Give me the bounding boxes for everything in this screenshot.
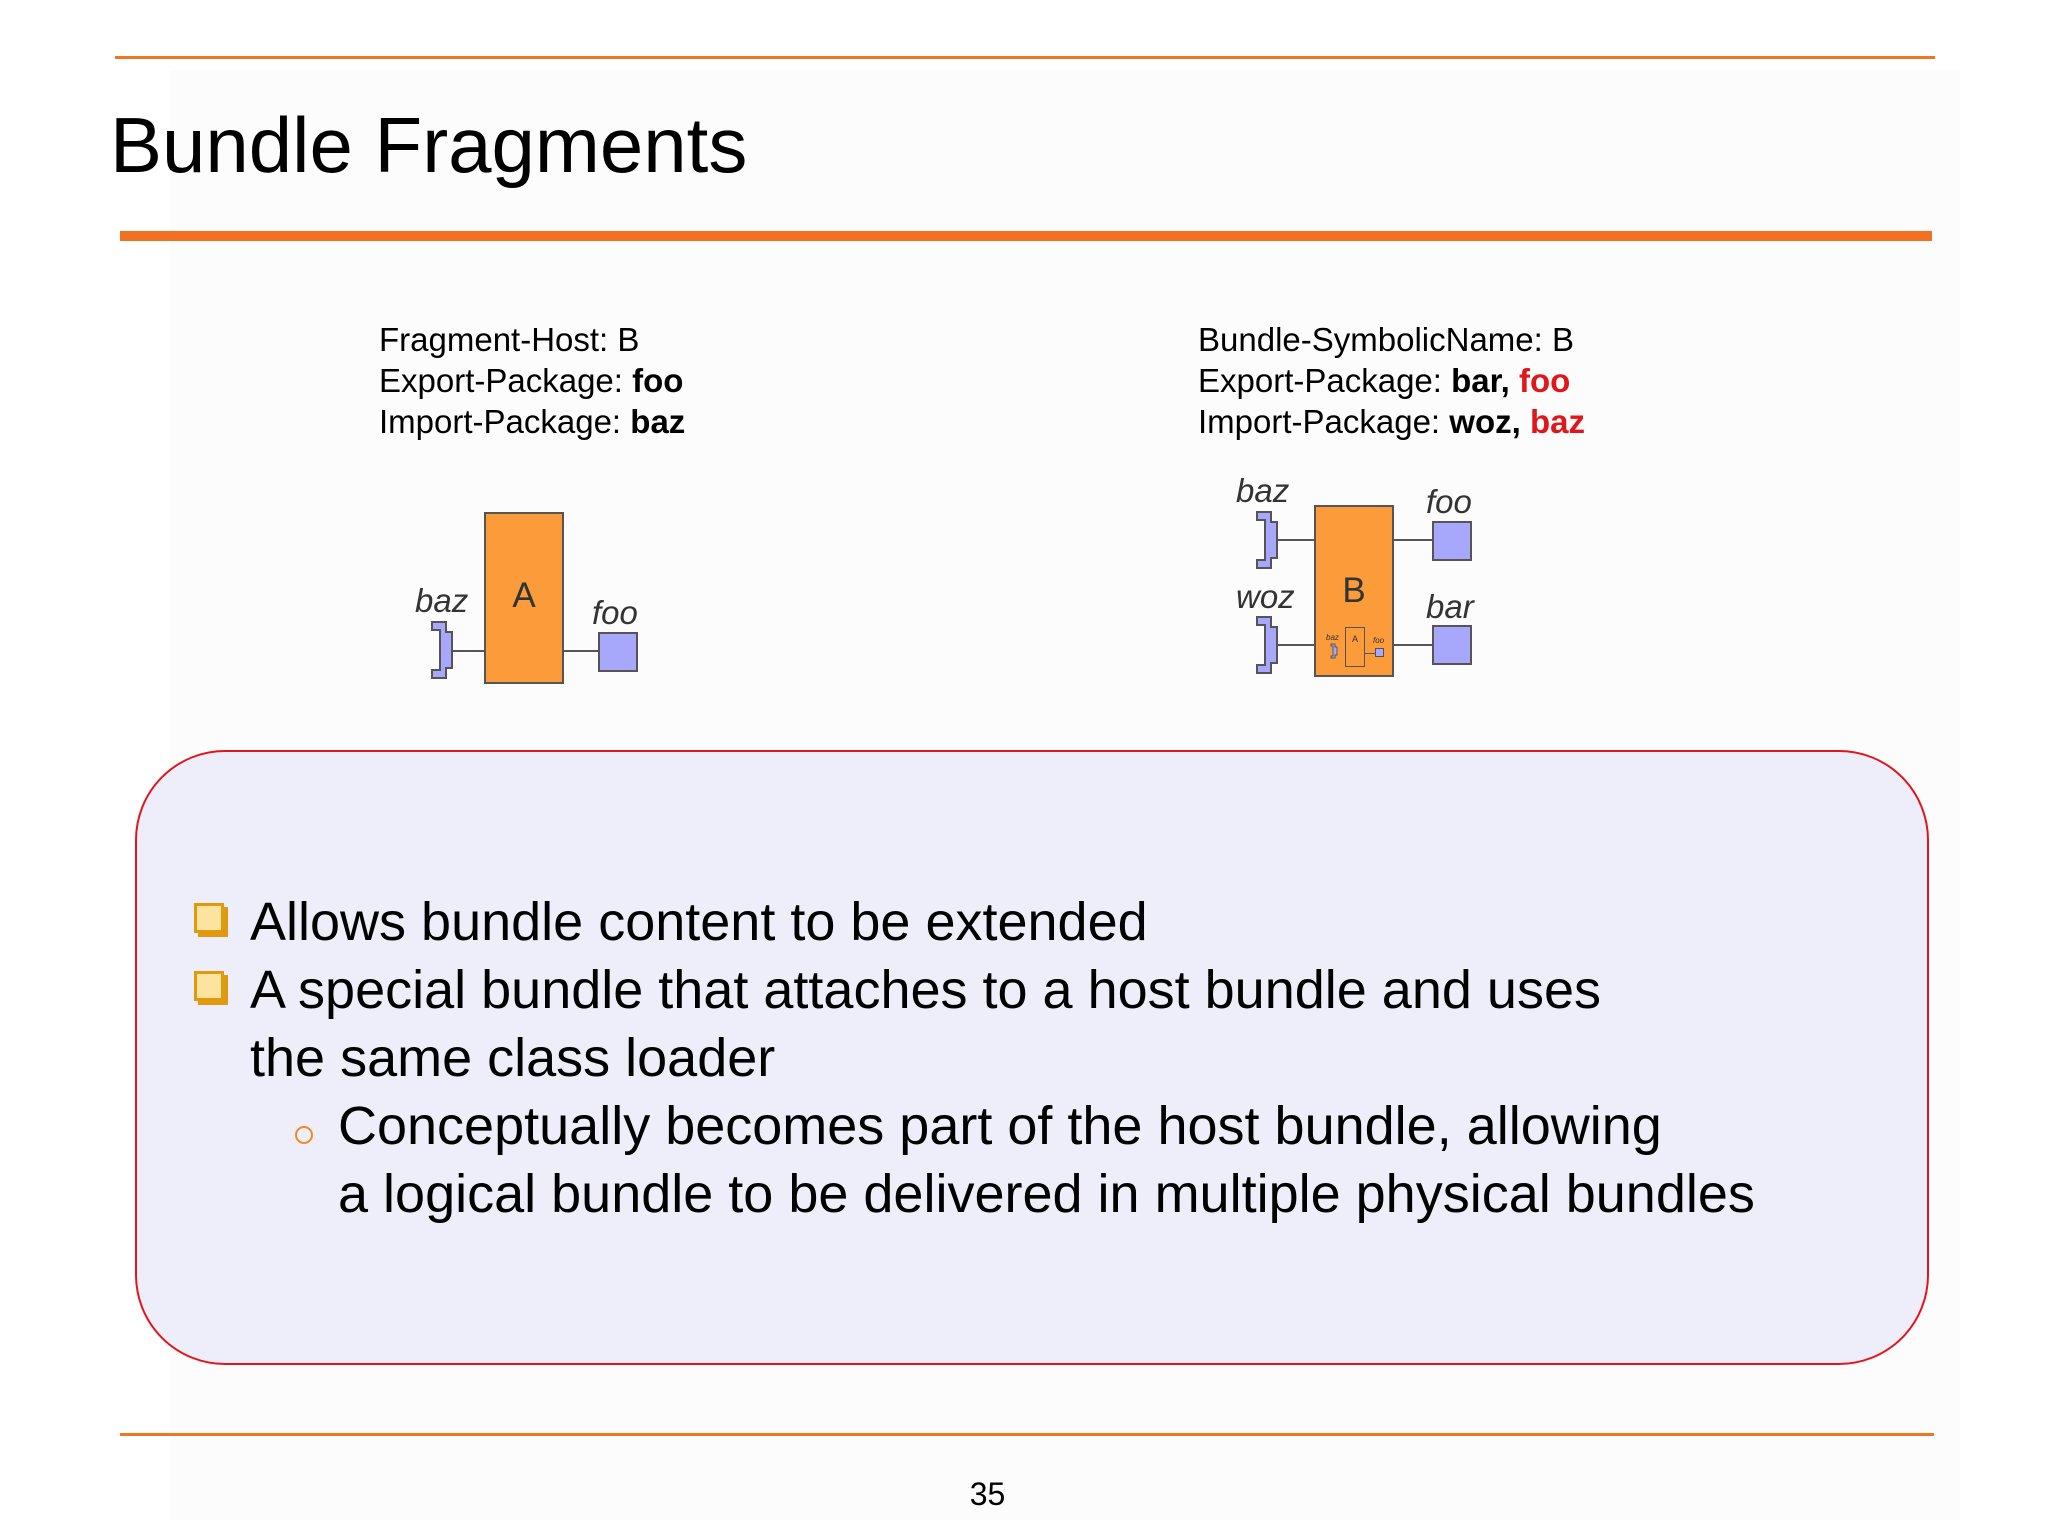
- fragment-host-line: [379, 319, 685, 360]
- export-package-icon: [598, 632, 638, 672]
- host-name-line: [1198, 319, 1585, 360]
- callout-box: [135, 750, 1929, 1365]
- circle-bullet-icon: [295, 1126, 313, 1144]
- export-package-label: foo: [1426, 483, 1472, 520]
- fragment-diagram: [410, 480, 660, 700]
- import-package-icon: [430, 620, 454, 680]
- manifest-key: Export-Package:: [379, 362, 633, 399]
- page-number: 35: [969, 1476, 1006, 1512]
- manifest-key: Fragment-Host:: [379, 321, 618, 358]
- bullet-text: Allows bundle content to be extended: [250, 892, 1148, 952]
- sub-bullet-text: Conceptually becomes part of the host bundle, allowing: [338, 1096, 1662, 1156]
- manifest-key: Export-Package:: [1198, 362, 1452, 399]
- sub-bullet-text-continuation: a logical bundle to be delivered in multiple physical bundles: [338, 1164, 1755, 1224]
- export-connector: [1394, 644, 1432, 646]
- fragment-export-line: [379, 360, 685, 401]
- export-package-label: bar: [1426, 588, 1474, 625]
- fragment-import-line: [379, 401, 685, 442]
- top-rule: [115, 56, 1935, 59]
- manifest-key: Bundle-SymbolicName:: [1198, 321, 1552, 358]
- bottom-rule: [120, 1433, 1934, 1436]
- manifest-value: bar,: [1451, 362, 1519, 399]
- bullet-text: A special bundle that attaches to a host bundle and uses: [250, 960, 1601, 1020]
- import-package-label: baz: [415, 582, 469, 619]
- title-underline: [120, 231, 1932, 241]
- manifest-key: Import-Package:: [379, 403, 631, 440]
- manifest-value-highlight: baz: [1529, 403, 1585, 440]
- embedded-bundle-label: A: [1351, 634, 1358, 644]
- manifest-value: foo: [632, 362, 684, 399]
- embedded-import-icon: [1330, 643, 1338, 659]
- bundle-label: B: [1342, 571, 1366, 610]
- import-package-label: baz: [1236, 472, 1290, 509]
- manifest-value-highlight: foo: [1519, 362, 1571, 399]
- embedded-fragment-diagram: [1326, 625, 1388, 671]
- export-package-label: foo: [592, 594, 638, 631]
- export-connector: [1394, 539, 1432, 541]
- manifest-value: woz,: [1449, 403, 1530, 440]
- import-package-icon: [1255, 615, 1279, 675]
- host-manifest: [1198, 319, 1585, 442]
- fragment-bundle-box: [484, 512, 564, 684]
- import-connector: [1277, 644, 1314, 646]
- embedded-import-label: baz: [1326, 633, 1339, 642]
- manifest-value: B: [617, 321, 640, 358]
- embedded-export-icon: [1375, 648, 1384, 657]
- manifest-key: Import-Package:: [1198, 403, 1450, 440]
- import-connector: [1277, 539, 1314, 541]
- embedded-export-label: foo: [1373, 636, 1385, 645]
- import-connector: [452, 650, 484, 652]
- fragment-manifest: [379, 319, 685, 442]
- host-diagram: [1215, 465, 1505, 710]
- square-bullet-icon: [194, 903, 224, 933]
- export-package-icon: [1432, 625, 1472, 665]
- bundle-label: A: [512, 576, 536, 615]
- import-package-label: woz: [1236, 578, 1295, 615]
- square-bullet-icon: [194, 971, 224, 1001]
- host-import-line: [1198, 401, 1585, 442]
- slide-title: Bundle Fragments: [110, 101, 748, 189]
- bullet-text-continuation: the same class loader: [250, 1028, 776, 1088]
- import-package-icon: [1255, 510, 1279, 570]
- embedded-fragment-box: [1345, 627, 1365, 667]
- host-export-line: [1198, 360, 1585, 401]
- manifest-value: baz: [630, 403, 686, 440]
- manifest-value: B: [1551, 321, 1574, 358]
- export-package-icon: [1432, 521, 1472, 561]
